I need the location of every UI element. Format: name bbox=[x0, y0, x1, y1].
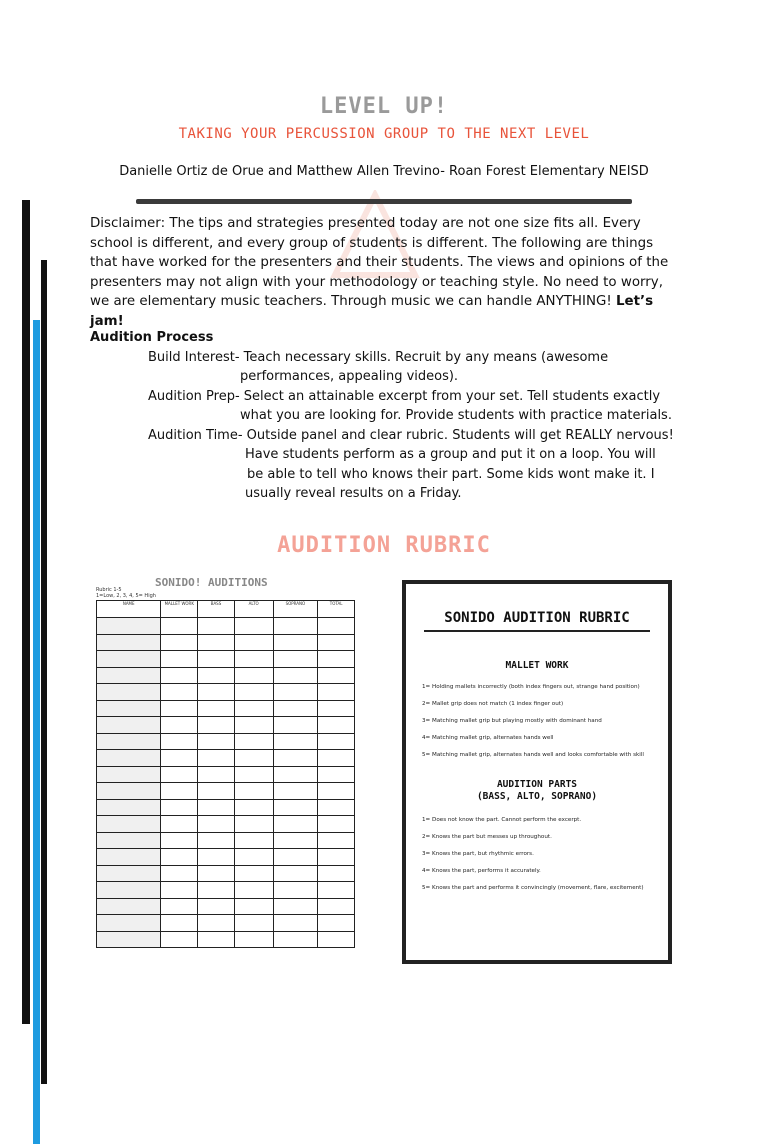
score-cell bbox=[234, 832, 273, 849]
score-cell bbox=[234, 667, 273, 684]
table-row bbox=[97, 882, 355, 899]
name-cell bbox=[97, 832, 161, 849]
column-header: MALLET WORK bbox=[161, 601, 198, 618]
table-row bbox=[97, 865, 355, 882]
table-row bbox=[97, 766, 355, 783]
audition-line: Build Interest- Teach necessary skills. Recruit by any means (awesome bbox=[148, 350, 609, 365]
audition-line: performances, appealing videos). bbox=[240, 369, 459, 384]
score-cell bbox=[318, 700, 355, 717]
score-cell bbox=[234, 882, 273, 899]
name-cell bbox=[97, 816, 161, 833]
sheet-note: 1=Low, 2, 3, 4, 5= High bbox=[96, 593, 156, 599]
score-cell bbox=[234, 898, 273, 915]
score-cell bbox=[273, 915, 318, 932]
score-cell bbox=[234, 651, 273, 668]
table-row bbox=[97, 700, 355, 717]
score-cell bbox=[318, 717, 355, 734]
name-cell bbox=[97, 667, 161, 684]
score-cell bbox=[161, 915, 198, 932]
rubric-item: 4= Matching mallet grip, alternates hands well bbox=[422, 735, 554, 741]
sheet-note: Rubric 1-5 bbox=[96, 587, 122, 593]
score-cell bbox=[234, 618, 273, 635]
score-cell bbox=[273, 651, 318, 668]
score-cell bbox=[273, 700, 318, 717]
score-cell bbox=[198, 618, 235, 635]
score-cell bbox=[273, 750, 318, 767]
score-cell bbox=[318, 865, 355, 882]
score-cell bbox=[273, 931, 318, 948]
divider bbox=[136, 199, 632, 204]
score-cell bbox=[273, 733, 318, 750]
score-cell bbox=[273, 667, 318, 684]
score-cell bbox=[273, 898, 318, 915]
score-cell bbox=[273, 832, 318, 849]
score-cell bbox=[161, 898, 198, 915]
name-cell bbox=[97, 618, 161, 635]
table-row bbox=[97, 667, 355, 684]
audition-line: Audition Time- Outside panel and clear rubric. Students will get REALLY nervous! bbox=[148, 428, 674, 443]
card-section-subheading: (BASS, ALTO, SOPRANO) bbox=[476, 791, 598, 802]
score-cell bbox=[198, 915, 235, 932]
score-cell bbox=[198, 634, 235, 651]
score-cell bbox=[161, 700, 198, 717]
name-cell bbox=[97, 750, 161, 767]
score-cell bbox=[198, 651, 235, 668]
score-cell bbox=[273, 618, 318, 635]
audition-line: usually reveal results on a Friday. bbox=[245, 486, 462, 501]
name-cell bbox=[97, 915, 161, 932]
score-cell bbox=[198, 799, 235, 816]
name-cell bbox=[97, 849, 161, 866]
score-cell bbox=[161, 931, 198, 948]
table-row bbox=[97, 783, 355, 800]
rubric-item: 1= Holding mallets incorrectly (both index fingers out, strange hand position) bbox=[422, 684, 640, 690]
score-cell bbox=[198, 750, 235, 767]
table-row bbox=[97, 931, 355, 948]
rubric-item: 3= Knows the part, but rhythmic errors. bbox=[422, 851, 534, 857]
score-cell bbox=[318, 651, 355, 668]
score-cell bbox=[234, 915, 273, 932]
blue-stripe bbox=[33, 320, 40, 1144]
table-row bbox=[97, 634, 355, 651]
score-cell bbox=[273, 783, 318, 800]
black-stripe-left bbox=[22, 200, 30, 1024]
score-cell bbox=[198, 700, 235, 717]
disclaimer-paragraph bbox=[90, 214, 682, 331]
card-section-heading: MALLET WORK bbox=[505, 660, 569, 671]
score-cell bbox=[161, 733, 198, 750]
rubric-item: 2= Knows the part but messes up throughout. bbox=[422, 834, 552, 840]
score-cell bbox=[234, 717, 273, 734]
score-cell bbox=[161, 865, 198, 882]
table-header-row bbox=[97, 601, 355, 618]
score-cell bbox=[234, 733, 273, 750]
score-cell bbox=[234, 849, 273, 866]
score-cell bbox=[198, 882, 235, 899]
audition-line: what you are looking for. Provide students with practice materials. bbox=[240, 408, 672, 423]
black-stripe-right bbox=[41, 260, 47, 1084]
rubric-item: 4= Knows the part, performs it accurately. bbox=[422, 868, 541, 874]
score-cell bbox=[198, 684, 235, 701]
name-cell bbox=[97, 700, 161, 717]
score-cell bbox=[234, 931, 273, 948]
page-subtitle: TAKING YOUR PERCUSSION GROUP TO THE NEXT LEVEL bbox=[178, 126, 590, 142]
column-header: ALTO bbox=[234, 601, 273, 618]
name-cell bbox=[97, 651, 161, 668]
score-cell bbox=[161, 667, 198, 684]
score-cell bbox=[161, 684, 198, 701]
name-cell bbox=[97, 766, 161, 783]
score-cell bbox=[273, 865, 318, 882]
score-cell bbox=[318, 733, 355, 750]
score-cell bbox=[198, 717, 235, 734]
score-cell bbox=[318, 618, 355, 635]
audition-line: Have students perform as a group and put it on a loop. You will bbox=[245, 447, 656, 462]
table-row bbox=[97, 733, 355, 750]
page-title: LEVEL UP! bbox=[319, 94, 449, 119]
score-cell bbox=[198, 865, 235, 882]
score-cell bbox=[161, 634, 198, 651]
card-title-underline bbox=[424, 630, 650, 632]
name-cell bbox=[97, 634, 161, 651]
name-cell bbox=[97, 783, 161, 800]
rubric-card bbox=[402, 580, 672, 964]
name-cell bbox=[97, 931, 161, 948]
score-cell bbox=[161, 766, 198, 783]
name-cell bbox=[97, 865, 161, 882]
column-header: SOPRANO bbox=[273, 601, 318, 618]
score-cell bbox=[198, 898, 235, 915]
score-cell bbox=[198, 783, 235, 800]
column-header: NAME bbox=[97, 601, 161, 618]
card-section-heading: AUDITION PARTS bbox=[496, 779, 578, 790]
score-cell bbox=[318, 634, 355, 651]
disclaimer-text: Disclaimer: The tips and strategies presented today are not one size fits all. Every school is different, and every group of students is different. The following are things that have worked for the presenters and their students. The views and opinions of the presenters may not align with your methodology or teaching style. No need to worry, we are elementary music teachers. Through music we can handle ANYTHING! bbox=[90, 216, 669, 309]
authors-line: Danielle Ortiz de Orue and Matthew Allen Trevino- Roan Forest Elementary NEISD bbox=[119, 164, 649, 179]
score-cell bbox=[161, 799, 198, 816]
score-cell bbox=[234, 750, 273, 767]
score-cell bbox=[161, 651, 198, 668]
name-cell bbox=[97, 882, 161, 899]
score-cell bbox=[318, 750, 355, 767]
score-cell bbox=[273, 882, 318, 899]
score-cell bbox=[234, 766, 273, 783]
table-row bbox=[97, 832, 355, 849]
score-cell bbox=[318, 882, 355, 899]
name-cell bbox=[97, 898, 161, 915]
score-cell bbox=[234, 700, 273, 717]
rubric-item: 5= Knows the part and performs it convincingly (movement, flare, excitement) bbox=[422, 885, 644, 891]
score-cell bbox=[161, 816, 198, 833]
score-cell bbox=[318, 667, 355, 684]
table-row bbox=[97, 915, 355, 932]
score-cell bbox=[318, 849, 355, 866]
score-cell bbox=[161, 849, 198, 866]
score-cell bbox=[273, 684, 318, 701]
name-cell bbox=[97, 799, 161, 816]
score-cell bbox=[273, 816, 318, 833]
score-cell bbox=[318, 766, 355, 783]
score-cell bbox=[161, 882, 198, 899]
score-cell bbox=[318, 931, 355, 948]
score-cell bbox=[273, 634, 318, 651]
score-cell bbox=[198, 849, 235, 866]
disclaimer-bold: Let’s jam! bbox=[90, 294, 654, 329]
score-cell bbox=[161, 618, 198, 635]
rubric-item: 1= Does not know the part. Cannot perform the excerpt. bbox=[422, 817, 582, 823]
table-row bbox=[97, 684, 355, 701]
score-cell bbox=[161, 750, 198, 767]
score-cell bbox=[318, 816, 355, 833]
score-cell bbox=[234, 865, 273, 882]
audition-process-heading: Audition Process bbox=[90, 330, 214, 345]
score-cell bbox=[273, 799, 318, 816]
score-cell bbox=[161, 717, 198, 734]
column-header: BASS bbox=[198, 601, 235, 618]
score-cell bbox=[318, 898, 355, 915]
score-cell bbox=[198, 816, 235, 833]
score-cell bbox=[234, 783, 273, 800]
score-cell bbox=[318, 832, 355, 849]
sheet-body bbox=[97, 618, 355, 948]
score-cell bbox=[318, 915, 355, 932]
score-cell bbox=[161, 832, 198, 849]
score-cell bbox=[273, 717, 318, 734]
rubric-item: 5= Matching mallet grip, alternates hands well and looks comfortable with skill bbox=[422, 752, 644, 758]
card-title: SONIDO AUDITION RUBRIC bbox=[444, 610, 630, 626]
table-row bbox=[97, 717, 355, 734]
table-row bbox=[97, 799, 355, 816]
score-cell bbox=[198, 931, 235, 948]
audition-line: Audition Prep- Select an attainable excerpt from your set. Tell students exactly bbox=[148, 389, 661, 404]
table-row bbox=[97, 750, 355, 767]
name-cell bbox=[97, 717, 161, 734]
score-cell bbox=[273, 849, 318, 866]
score-cell bbox=[161, 783, 198, 800]
audition-rubric-heading: AUDITION RUBRIC bbox=[277, 533, 491, 558]
table-row bbox=[97, 898, 355, 915]
table-row bbox=[97, 816, 355, 833]
score-cell bbox=[234, 684, 273, 701]
score-cell bbox=[198, 832, 235, 849]
table-row bbox=[97, 651, 355, 668]
name-cell bbox=[97, 684, 161, 701]
column-header: TOTAL bbox=[318, 601, 355, 618]
score-cell bbox=[234, 634, 273, 651]
audition-line: be able to tell who knows their part. Some kids wont make it. I bbox=[247, 467, 655, 482]
score-cell bbox=[198, 733, 235, 750]
score-cell bbox=[198, 667, 235, 684]
sheet-title: SONIDO! AUDITIONS bbox=[155, 576, 268, 589]
score-cell bbox=[198, 766, 235, 783]
rubric-item: 3= Matching mallet grip but playing mostly with dominant hand bbox=[422, 718, 602, 724]
table-row bbox=[97, 618, 355, 635]
score-cell bbox=[318, 783, 355, 800]
audition-sheet-table bbox=[96, 600, 355, 948]
score-cell bbox=[273, 766, 318, 783]
name-cell bbox=[97, 733, 161, 750]
score-cell bbox=[318, 684, 355, 701]
score-cell bbox=[234, 816, 273, 833]
table-row bbox=[97, 849, 355, 866]
rubric-item: 2= Mallet grip does not match (1 index finger out) bbox=[422, 701, 564, 707]
score-cell bbox=[234, 799, 273, 816]
score-cell bbox=[318, 799, 355, 816]
